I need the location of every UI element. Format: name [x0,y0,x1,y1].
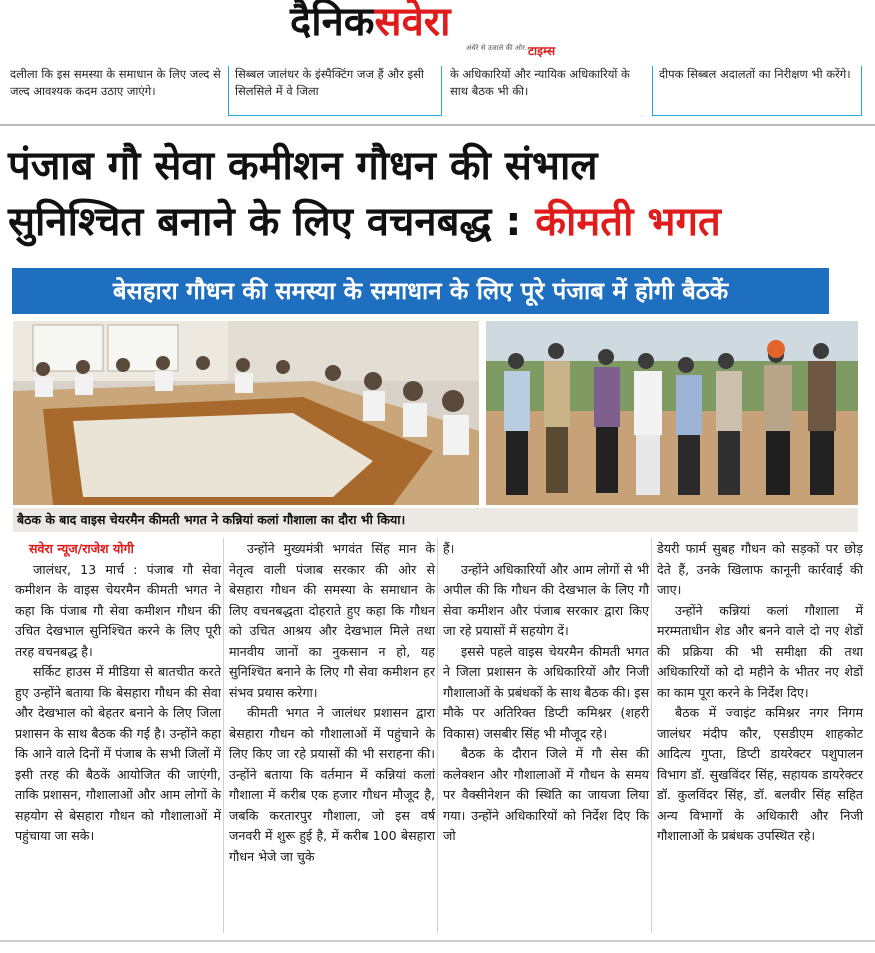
headline-line-1: पंजाब गौ सेवा कमीशन गौधन की संभाल [8,143,598,189]
divider [0,124,875,126]
meeting-photo-image [13,321,479,505]
article-paragraph: इससे पहले वाइस चेयरमैन कीमती भगत ने जिला प्रशासन के अधिकारियों और निजी गौशालाओं के प्रबंधकों के साथ बैठक की। इस मौके पर अतिरिक्त डिप्टी कमिश्नर (शहरी विकास) जसबीर सिंह भी मौजूद रहे। [443,643,649,741]
article-paragraph: बैठक में ज्वाइंट कमिश्नर नगर निगम जालंधर मंदीप कौर, एसडीएम शाहकोट आदित्य गुप्ता, डिप्टी डायरेक्टर पशुपालन विभाग डॉ. सुखविंदर सिंह, सहायक डायरेक्टर डॉ. कुलविंदर सिंह, डॉ. बलवीर सिंह सहित अन्य विभागों के अधिकारी और निजी गौशालाओं के प्रबंधक उपस्थित रहे। [657,705,863,843]
headline-highlight: कीमती भगत [535,199,721,245]
strip-col-4: दीपक सिब्बल अदालतों का निरीक्षण भी करेंगे। [652,66,862,116]
article-paragraph: सर्किट हाउस में मीडिया से बातचीत करते हुए उन्होंने बताया कि बेसहारा गौधन की सेवा और देखभाल को बेहतर बनाने के लिए जिला प्रशासन के साथ बैठक की गई है। उन्होंने कहा कि आने वाले दिनों में पंजाब के सभी जिलों में इसी तरह की बैठकें आयोजित की जाएंगी, ताकि प्रशासन, गौशालाओं और आम लोगों के सहयोग से बेसहारा गौधन को गौशालाओं में पहुंचाया जा सके। [15,664,221,843]
strip-col-1: दलीला कि इस समस्या के समाधान के लिए जल्द से जल्द आवश्यक कदम उठाए जाएंगे। [10,67,221,98]
article-column-2 [229,539,435,867]
headline-line-2-text: सुनिश्चित बनाने के लिए वचनबद्ध : [8,199,536,245]
masthead [0,0,875,62]
meeting-photo [13,321,479,505]
strip-col-2: सिब्बल जालंधर के इंस्पैक्टिंग जज हैं और इसी सिलसिले में वे जिला [228,66,442,116]
bottom-divider [0,940,875,942]
column-divider [223,538,224,933]
article-paragraph: हैं। [443,541,455,556]
article-paragraph: डेयरी फार्म सुबह गौधन को सड़कों पर छोड़ देते हैं, उनके खिलाफ कानूनी कार्रवाई की जाए। [657,541,863,597]
article-paragraph: उन्होंने कन्नियां कलां गौशाला में मरम्मताधीन शेड और बनने वाले दो नए शेडों की प्रक्रिया की भी समीक्षा की तथा अधिकारियों को दो महीने के भीतर नए शेडों का काम पूरा करने के निर्देश दिए। [657,602,863,700]
column-divider [437,538,438,933]
article-paragraph: उन्होंने अधिकारियों और आम लोगों से भी अपील की कि गौधन की देखभाल के लिए गौ सेवा कमीशन और पंजाब सरकार द्वारा किए जा रहे प्रयासों में सहयोग दें। [443,561,649,638]
brand-savera: सवेरा [374,0,451,45]
brand-tagline: अंधेरे से उजाले की ओर... [466,44,532,52]
headline-line-2 [8,194,868,250]
subheadline: बेसहारा गौधन की समस्या के समाधान के लिए पूरे पंजाब में होगी बैठकें [12,268,829,314]
article-byline: सवेरा न्यूज/राजेश योगी [29,541,134,556]
article-paragraph: उन्होंने मुख्यमंत्री भगवंत सिंह मान के नेतृत्व वाली पंजाब सरकार की ओर से बेसहारा गौधन की समस्या के समाधान के लिए वचनबद्धता दोहराते हुए कहा कि गौधन को उचित आश्रय और देखभाल मिले तथा मानवीय जानों का नुकसान न हो, यह सुनिश्चित बनाने के लिए गौ सेवा कमीशन हर संभव प्रयास करेगा। [229,541,435,700]
article-column-4 [657,539,863,847]
newspaper-logo [290,0,451,44]
article-paragraph: जालंधर, 13 मार्च : पंजाब गौ सेवा कमीशन के वाइस चेयरमैन कीमती भगत ने कहा कि पंजाब गौ सेवा कमीशन गौधन की उचित देखभाल सुनिश्चित करने के लिए पूरी तरह वचनबद्ध है। [15,561,221,659]
gaushala-visit-photo [486,321,858,505]
brand-times: टाइम्स [528,44,556,58]
article-column-3 [443,539,649,847]
previous-article-strip [0,62,875,120]
strip-col-3: के अधिकारियों और न्यायिक अधिकारियों के साथ बैठक भी की। [450,67,630,98]
headline [8,138,868,250]
photo-caption: बैठक के बाद वाइस चेयरमैन कीमती भगत ने कन्नियां कलां गौशाला का दौरा भी किया। [13,508,858,532]
brand-dainik: दैनिक [290,0,375,45]
article-column-1 [15,539,221,847]
article-paragraph: कीमती भगत ने जालंधर प्रशासन द्वारा बेसहारा गौधन को गौशालाओं में पहुंचाने के लिए किए जा रहे प्रयासों की भी सराहना की। उन्होंने बताया कि वर्तमान में कन्नियां कलां गौशाला में करीब एक हजार गौधन मौजूद है, जबकि करतारपुर गौशाला, जो इस वर्ष जनवरी में शुरू हुई है, में करीब 100 बेसहारा गौधन भेजे जा चुके [229,705,435,864]
gaushala-visit-photo-image [486,321,858,505]
article-paragraph: बैठक के दौरान जिले में गौ सेस की कलेक्शन और गौशालाओं में गौधन के समय पर वैक्सीनेशन की स्थिति का जायजा लिया गया। उन्होंने अधिकारियों को निर्देश दिए कि जो [443,746,649,843]
column-divider [651,538,652,933]
